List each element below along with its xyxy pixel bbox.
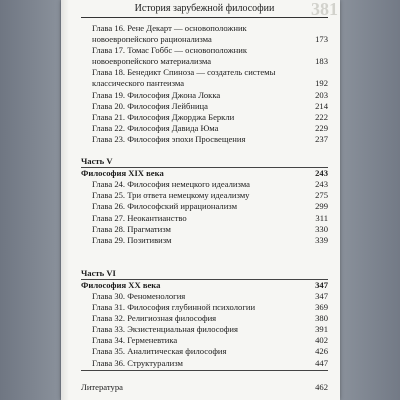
page-number: 381 (311, 0, 338, 19)
toc-entry-title: Глава 27. Неокантианство (92, 212, 187, 223)
toc-entry-title: Глава 28. Прагматизм (92, 223, 171, 234)
toc-entry-ch19 (81, 90, 328, 101)
toc-entry-ch36 (81, 358, 328, 369)
toc-entry-title: классического пантеизма (92, 78, 185, 89)
part-label-v: Часть V (81, 156, 113, 167)
toc-entry-page: 237 (315, 133, 328, 144)
toc-entry-ch30 (81, 291, 328, 302)
toc-entry-page: 173 (315, 34, 328, 45)
toc-entry-title: новоевропейского рационализма (92, 34, 212, 45)
toc-entry-page: 214 (315, 100, 328, 111)
part-title: Философия XIX века (81, 168, 164, 179)
running-title: История зарубежной философии (134, 3, 275, 14)
toc-entry-ch22 (81, 123, 328, 134)
toc-entry-title: Глава 22. Философия Давида Юма (92, 122, 219, 133)
toc-entry-title: Глава 21. Философия Джорджа Беркли (92, 111, 235, 122)
toc-entry-title: новоевропейского материализма (92, 56, 212, 67)
toc-entry-page: 380 (315, 313, 328, 324)
toc-entry-page: 339 (315, 234, 328, 245)
toc-entry-ch32 (81, 313, 328, 324)
running-head (81, 3, 328, 18)
toc-entry-ch29 (81, 235, 328, 246)
book-page (61, 0, 340, 400)
table-of-contents (81, 23, 328, 393)
toc-entry-ch21 (81, 112, 328, 123)
toc-entry-page: 330 (315, 223, 328, 234)
part-title: Философия XX века (81, 279, 161, 290)
toc-entry-page: 462 (315, 381, 328, 392)
toc-entry-title: Глава 35. Аналитическая философия (92, 346, 227, 357)
part-page: 347 (315, 279, 328, 290)
toc-entry-ch28 (81, 224, 328, 235)
toc-entry-ch33 (81, 324, 328, 335)
part-heading-v (81, 167, 328, 179)
toc-entry-ch23 (81, 134, 328, 145)
background-left (0, 0, 60, 400)
background-right (340, 0, 400, 400)
toc-entry-page: 426 (315, 346, 328, 357)
toc-entry-page: 192 (315, 78, 328, 89)
toc-entry-title: Глава 19. Философия Джона Локка (92, 89, 221, 100)
toc-entry-page: 402 (315, 335, 328, 346)
toc-entry-title: Глава 23. Философия эпохи Просвещения (92, 133, 246, 144)
toc-entry-page: 447 (315, 357, 328, 368)
toc-entry-title: Литература (81, 381, 123, 392)
toc-entry-ch18-line1: Глава 18. Бенедикт Спиноза — создатель системы (92, 67, 276, 78)
toc-entry-ch31 (81, 302, 328, 313)
toc-entry-title: Глава 34. Герменевтика (92, 335, 178, 346)
toc-entry-title: Глава 24. Философия немецкого идеализма (92, 179, 250, 190)
toc-entry-ch17 (81, 56, 328, 67)
toc-entry-title: Глава 26. Философский иррационализм (92, 201, 238, 212)
toc-entry-title: Глава 31. Философия глубинной психологии (92, 302, 256, 313)
toc-entry-title: Глава 25. Три ответа немецкому идеализму (92, 190, 250, 201)
toc-entry-literature (81, 382, 328, 393)
toc-entry-title: Глава 33. Экзистенциальная философия (92, 324, 238, 335)
toc-entry-ch24 (81, 179, 328, 190)
toc-entry-page: 183 (315, 56, 328, 67)
part-label-vi: Часть VI (81, 267, 116, 278)
toc-entry-page: 299 (315, 201, 328, 212)
toc-entry-ch18 (81, 78, 328, 89)
toc-entry-title: Глава 30. Феноменология (92, 290, 186, 301)
toc-entry-page: 311 (315, 212, 328, 223)
toc-entry-page: 347 (315, 290, 328, 301)
toc-entry-ch25 (81, 190, 328, 201)
toc-entry-ch27 (81, 213, 328, 224)
toc-entry-page: 369 (315, 302, 328, 313)
toc-entry-ch20 (81, 101, 328, 112)
toc-entry-title: Глава 20. Философия Лейбница (92, 100, 208, 111)
toc-entry-page: 391 (315, 324, 328, 335)
toc-entry-title: Глава 36. Структурализм (92, 357, 183, 368)
toc-entry-title: Глава 29. Позитивизм (92, 234, 172, 245)
gutter-shadow (61, 0, 69, 400)
toc-entry-ch16 (81, 34, 328, 45)
part-heading-vi (81, 279, 328, 291)
toc-entry-title: Глава 32. Религиозная философия (92, 313, 217, 324)
toc-entry-ch34 (81, 335, 328, 346)
toc-entry-page: 229 (315, 122, 328, 133)
toc-entry-ch35 (81, 346, 328, 357)
toc-entry-page: 222 (315, 111, 328, 122)
part-page: 243 (315, 168, 328, 179)
toc-entry-ch26 (81, 201, 328, 212)
toc-entry-ch17-line1: Глава 17. Томас Гоббс — основоположник (92, 45, 248, 56)
toc-entry-page: 203 (315, 89, 328, 100)
toc-entry-page: 243 (315, 179, 328, 190)
toc-entry-ch16-line1: Глава 16. Рене Декарт — основоположник (92, 23, 247, 33)
toc-entry-page: 275 (315, 190, 328, 201)
